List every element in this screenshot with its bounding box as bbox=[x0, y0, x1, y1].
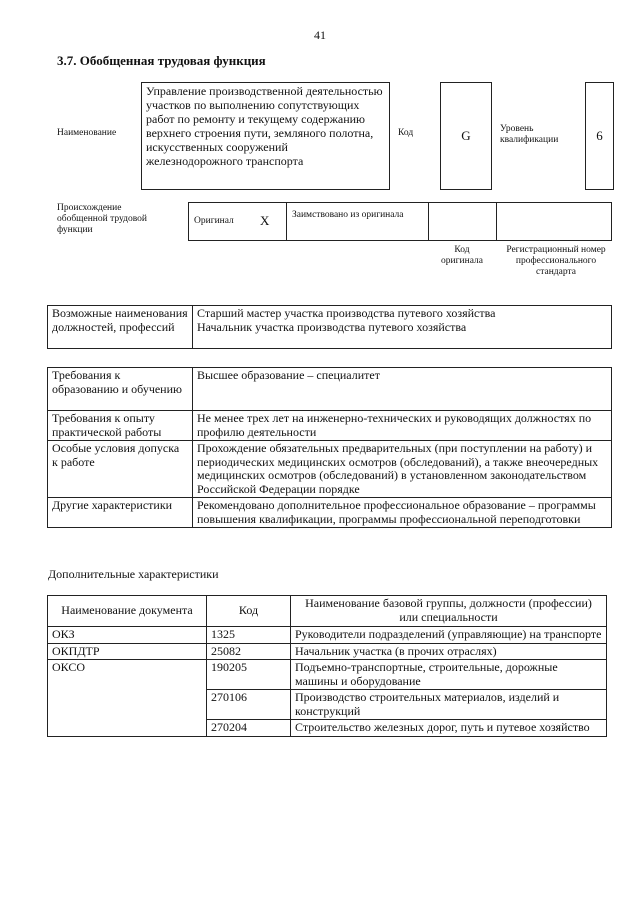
name-cell: Руководители подразделений (управляющие) на транспорте bbox=[291, 627, 607, 644]
req-value: Прохождение обязательных предварительных (при поступлении на работу) и периодических медицинских осмотров (обследований), а также внеочередных медицинских осмотров (обследований) в установленном законодательством Российской Федерации порядке bbox=[193, 441, 612, 498]
req-label: Особые условия допуска к работе bbox=[48, 441, 193, 498]
name-label: Наименование bbox=[57, 128, 117, 138]
positions-values bbox=[193, 306, 612, 349]
level-value-text: 6 bbox=[596, 128, 603, 143]
doc-cell: ОКСО bbox=[48, 660, 207, 737]
header-name: Наименование базовой группы, должности (профессии) или специальности bbox=[291, 596, 607, 627]
header-doc: Наименование документа bbox=[48, 596, 207, 627]
position-1: Старший мастер участка производства путевого хозяйства bbox=[197, 306, 496, 320]
header-code: Код bbox=[207, 596, 291, 627]
code-cell: 270204 bbox=[207, 720, 291, 737]
name-cell: Строительство железных дорог, путь и путевое хозяйство bbox=[291, 720, 607, 737]
position-2: Начальник участка производства путевого хозяйства bbox=[197, 319, 467, 334]
origin-table bbox=[188, 202, 612, 241]
req-label: Требования к образованию и обучению bbox=[48, 368, 193, 411]
doc-cell: ОКЗ bbox=[48, 627, 207, 644]
origin-label: Происхождение обобщенной трудовой функции bbox=[57, 203, 147, 235]
table-row bbox=[48, 411, 612, 441]
table-row bbox=[48, 441, 612, 498]
code-value-text: G bbox=[461, 128, 471, 143]
origin-divider-2 bbox=[428, 202, 429, 241]
additional-title: Дополнительные характеристики bbox=[48, 567, 219, 581]
name-cell: Начальник участка (в прочих отраслях) bbox=[291, 643, 607, 660]
origin-divider-1 bbox=[286, 202, 287, 241]
req-value: Не менее трех лет на инженерно-технических и руководящих должностях по профилю деятельности bbox=[193, 411, 612, 441]
original-label: Оригинал bbox=[194, 216, 234, 226]
doc-cell: ОКПДТР bbox=[48, 643, 207, 660]
level-label: Уровень квалификации bbox=[500, 124, 559, 145]
function-name: Управление производственной деятельностью участков по выполнению сопутствующих работ по ремонту и текущему содержанию верхнего строения пути, земляного полотна, искусственных сооружений железнодорожного транспорта bbox=[141, 82, 390, 190]
level-value bbox=[585, 82, 614, 190]
reg-number-caption: Регистрационный номер профессионального стандарта bbox=[506, 245, 606, 277]
original-mark: X bbox=[260, 213, 270, 228]
req-label: Требования к опыту практической работы bbox=[48, 411, 193, 441]
table-row bbox=[48, 627, 607, 644]
requirements-table bbox=[47, 367, 612, 528]
section-title: 3.7. Обобщенная трудовая функция bbox=[57, 53, 266, 68]
code-cell: 270106 bbox=[207, 690, 291, 720]
table-row bbox=[48, 498, 612, 528]
table-row bbox=[48, 368, 612, 411]
req-value: Рекомендовано дополнительное профессиональное образование – программы повышения квалификации, программы профессиональной переподготовки bbox=[193, 498, 612, 528]
page-number: 41 bbox=[314, 28, 326, 42]
name-cell: Подъемно-транспортные, строительные, дорожные машины и оборудование bbox=[291, 660, 607, 690]
table-row bbox=[48, 306, 612, 349]
code-cell: 190205 bbox=[207, 660, 291, 690]
name-cell: Производство строительных материалов, изделий и конструкций bbox=[291, 690, 607, 720]
positions-label: Возможные наименования должностей, профессий bbox=[48, 306, 193, 349]
code-cell: 25082 bbox=[207, 643, 291, 660]
positions-table bbox=[47, 305, 612, 349]
code-original-caption: Код оригинала bbox=[441, 245, 483, 266]
additional-table bbox=[47, 595, 607, 737]
code-cell: 1325 bbox=[207, 627, 291, 644]
req-label: Другие характеристики bbox=[48, 498, 193, 528]
code-value bbox=[440, 82, 492, 190]
table-row bbox=[48, 643, 607, 660]
code-label: Код bbox=[398, 128, 414, 138]
req-value: Высшее образование – специалитет bbox=[193, 368, 612, 411]
table-row bbox=[48, 660, 607, 690]
origin-divider-3 bbox=[496, 202, 497, 241]
table-header-row bbox=[48, 596, 607, 627]
borrowed-label: Заимствовано из оригинала bbox=[292, 210, 404, 220]
